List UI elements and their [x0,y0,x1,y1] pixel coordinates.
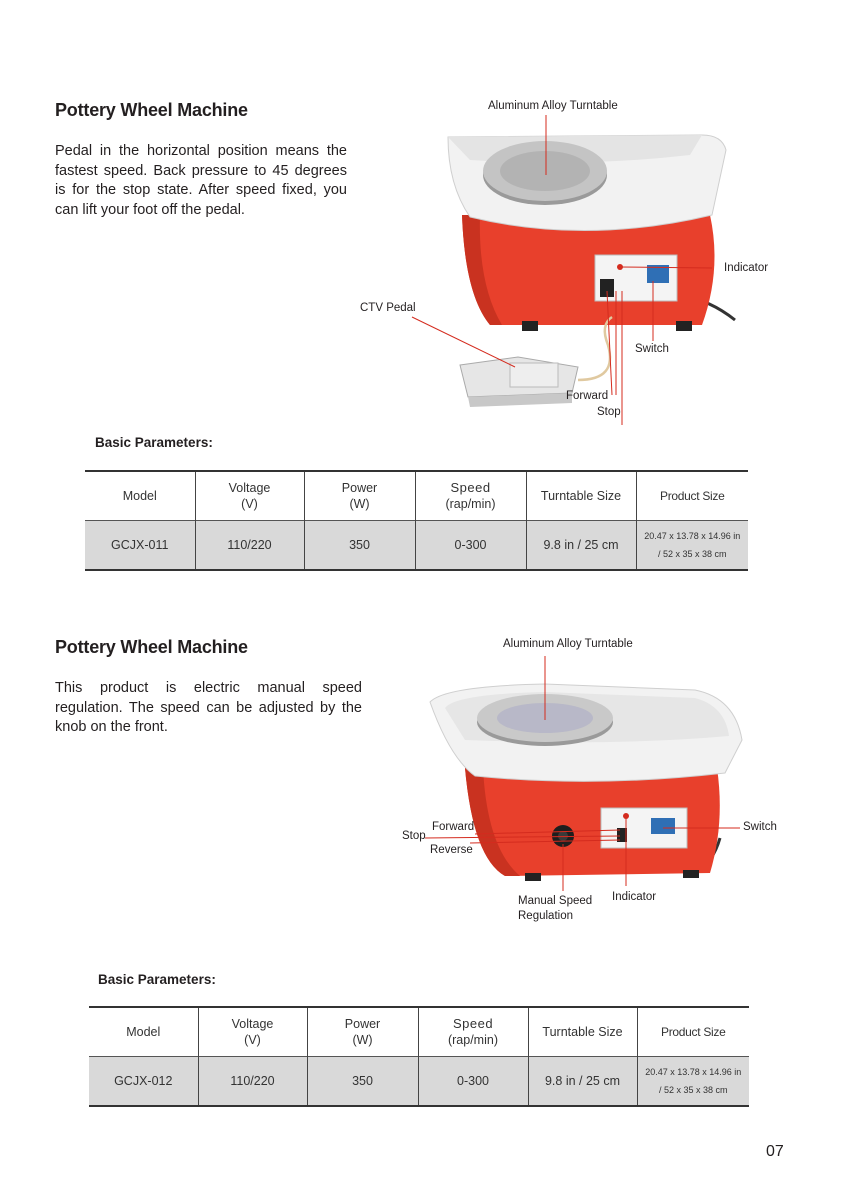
cell-power: 350 [304,521,415,571]
table-header-row [85,471,748,521]
callout-stop-2: Stop [402,830,426,842]
section2-params-heading: Basic Parameters: [98,972,216,987]
cell-turntable: 9.8 in / 25 cm [528,1057,637,1107]
header-model: Model [85,471,195,521]
section2-title: Pottery Wheel Machine [55,637,248,657]
header-power: Power (W) [304,471,415,521]
callout-manual-regulation-2: Regulation [518,910,573,922]
callout-turntable-2: Aluminum Alloy Turntable [503,638,633,650]
cell-turntable: 9.8 in / 25 cm [526,521,636,571]
header-speed: Speed (rap/min) [415,471,526,521]
cell-speed: 0-300 [418,1057,528,1107]
cell-model: GCJX-012 [89,1057,198,1107]
page-number: 07 [766,1143,784,1160]
callout-reverse-2: Reverse [430,844,473,856]
cell-voltage: 110/220 [198,1057,307,1107]
cell-speed: 0-300 [415,521,526,571]
section1-title: Pottery Wheel Machine [55,100,248,120]
header-model: Model [89,1007,198,1057]
header-power: Power (W) [307,1007,418,1057]
section2-description: This product is electric manual speed regulation. The speed can be adjusted by the knob on the front. [55,680,362,735]
cell-model: GCJX-011 [85,521,195,571]
header-speed: Speed (rap/min) [418,1007,528,1057]
cell-product: 20.47 x 13.78 x 14.96 in / 52 x 35 x 38 cm [637,1057,749,1107]
callout-switch-1: Switch [635,343,669,355]
callout-turntable-1: Aluminum Alloy Turntable [488,100,618,112]
cell-product: 20.47 x 13.78 x 14.96 in / 52 x 35 x 38 cm [636,521,748,571]
callout-forward-1: Forward [566,390,609,402]
header-turntable: Turntable Size [528,1007,637,1057]
pottery-wheel-manual-image [395,648,795,898]
callout-indicator-1: Indicator [724,262,769,274]
header-voltage: Voltage (V) [195,471,304,521]
table-row [89,1057,749,1107]
callout-manual-speed-2: Manual Speed [518,895,593,907]
callout-forward-2: Forward [432,821,475,833]
callout-switch-2: Switch [743,821,777,833]
section1-params-heading: Basic Parameters: [95,435,213,450]
cell-voltage: 110/220 [195,521,304,571]
section2-params-table [89,1006,749,1107]
section1-params-table [85,470,748,571]
header-product: Product Size [636,471,748,521]
header-product: Product Size [637,1007,749,1057]
header-voltage: Voltage (V) [198,1007,307,1057]
callout-indicator-2: Indicator [612,891,657,903]
table-header-row [89,1007,749,1057]
section1-description: Pedal in the horizontal position means the fastest speed. Back pressure to 45 degrees is for the stop state. After speed fixed, you can lift your foot off the pedal. [55,143,347,218]
cell-power: 350 [307,1057,418,1107]
callout-pedal-1: CTV Pedal [360,302,416,314]
callout-stop-1: Stop [597,406,621,418]
header-turntable: Turntable Size [526,471,636,521]
table-row [85,521,748,571]
